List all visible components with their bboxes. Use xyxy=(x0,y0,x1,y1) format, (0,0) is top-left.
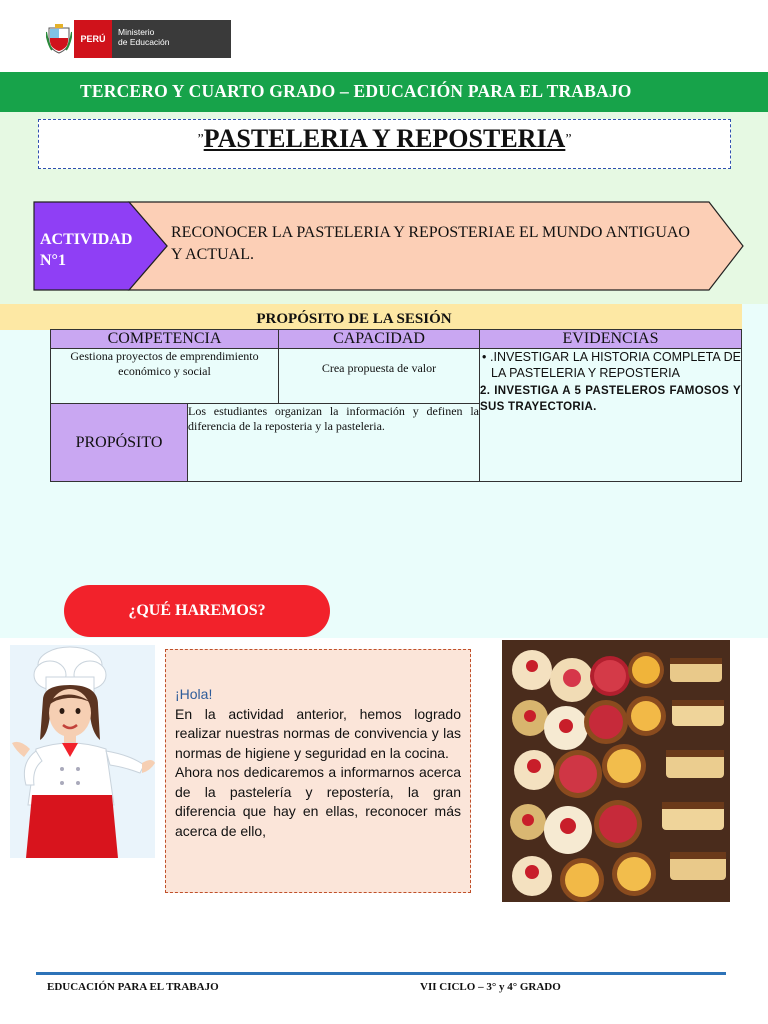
footer-cycle: VII CICLO – 3° y 4° GRADO xyxy=(420,981,561,993)
proposito-text: Los estudiantes organizan la información y definen la diferencia de la reposteria y la pasteleria. xyxy=(188,404,480,482)
what-will-we-do-button[interactable]: ¿QUÉ HAREMOS? xyxy=(64,585,330,637)
ministry-line-2: de Educación xyxy=(118,37,170,47)
footer-divider xyxy=(36,972,726,975)
footer-course: EDUCACIÓN PARA EL TRABAJO xyxy=(47,981,219,993)
evidence-item-2: 2. INVESTIGA A 5 PASTELEROS FAMOSOS Y SUS TRAYECTORIA. xyxy=(480,385,741,413)
column-header-capacidad: CAPACIDAD xyxy=(279,330,480,349)
pastries-photo xyxy=(502,640,730,902)
activity-label-line-2: N°1 xyxy=(40,252,66,269)
activity-description: RECONOCER LA PASTELERIA Y REPOSTERIAE EL MUNDO ANTIGUAO Y ACTUAL. xyxy=(171,224,690,263)
message-paragraph-2: Ahora nos dedicaremos a informarnos acerca de la pastelería y repostería, la gran diferencia que hay en ellas, reconocer más acerca de ello, xyxy=(175,764,461,839)
grade-banner-text: TERCERO Y CUARTO GRADO – EDUCACIÓN PARA EL TRABAJO xyxy=(80,81,632,101)
evidence-item-1: • .INVESTIGAR LA HISTORIA COMPLETA DE LA PASTELERIA Y REPOSTERIA xyxy=(482,350,741,380)
message-paragraph-1: En la actividad anterior, hemos logrado realizar nuestras normas de convivencia y las normas de higiene y seguridad en la cocina. xyxy=(175,705,461,761)
activity-label-line-1: ACTIVIDAD xyxy=(40,231,133,248)
coat-of-arms-icon xyxy=(44,20,74,58)
purpose-table xyxy=(50,329,742,482)
page-title: PASTELERIA Y REPOSTERIA xyxy=(203,124,566,153)
intro-message-box xyxy=(165,649,471,893)
proposito-label: PROPÓSITO xyxy=(51,404,188,482)
ministry-logo xyxy=(44,20,231,58)
grade-banner xyxy=(0,72,768,112)
capacidad-cell: Crea propuesta de valor xyxy=(279,349,480,404)
peru-label: PERÚ xyxy=(74,20,112,58)
activity-label xyxy=(40,229,132,271)
ministry-line-1: Ministerio xyxy=(118,27,155,37)
title-open-quote: ” xyxy=(197,132,204,147)
chef-illustration xyxy=(10,645,155,858)
ministry-name xyxy=(112,20,231,58)
purpose-heading: PROPÓSITO DE LA SESIÓN xyxy=(256,311,452,327)
evidencias-cell xyxy=(480,349,742,482)
column-header-evidencias: EVIDENCIAS xyxy=(480,330,742,349)
competencia-cell: Gestiona proyectos de emprendimiento económico y social xyxy=(51,349,279,404)
title-box xyxy=(38,119,731,169)
greeting: ¡Hola! xyxy=(175,686,213,702)
column-header-competencia: COMPETENCIA xyxy=(51,330,279,349)
title-close-quote: ” xyxy=(565,132,572,147)
